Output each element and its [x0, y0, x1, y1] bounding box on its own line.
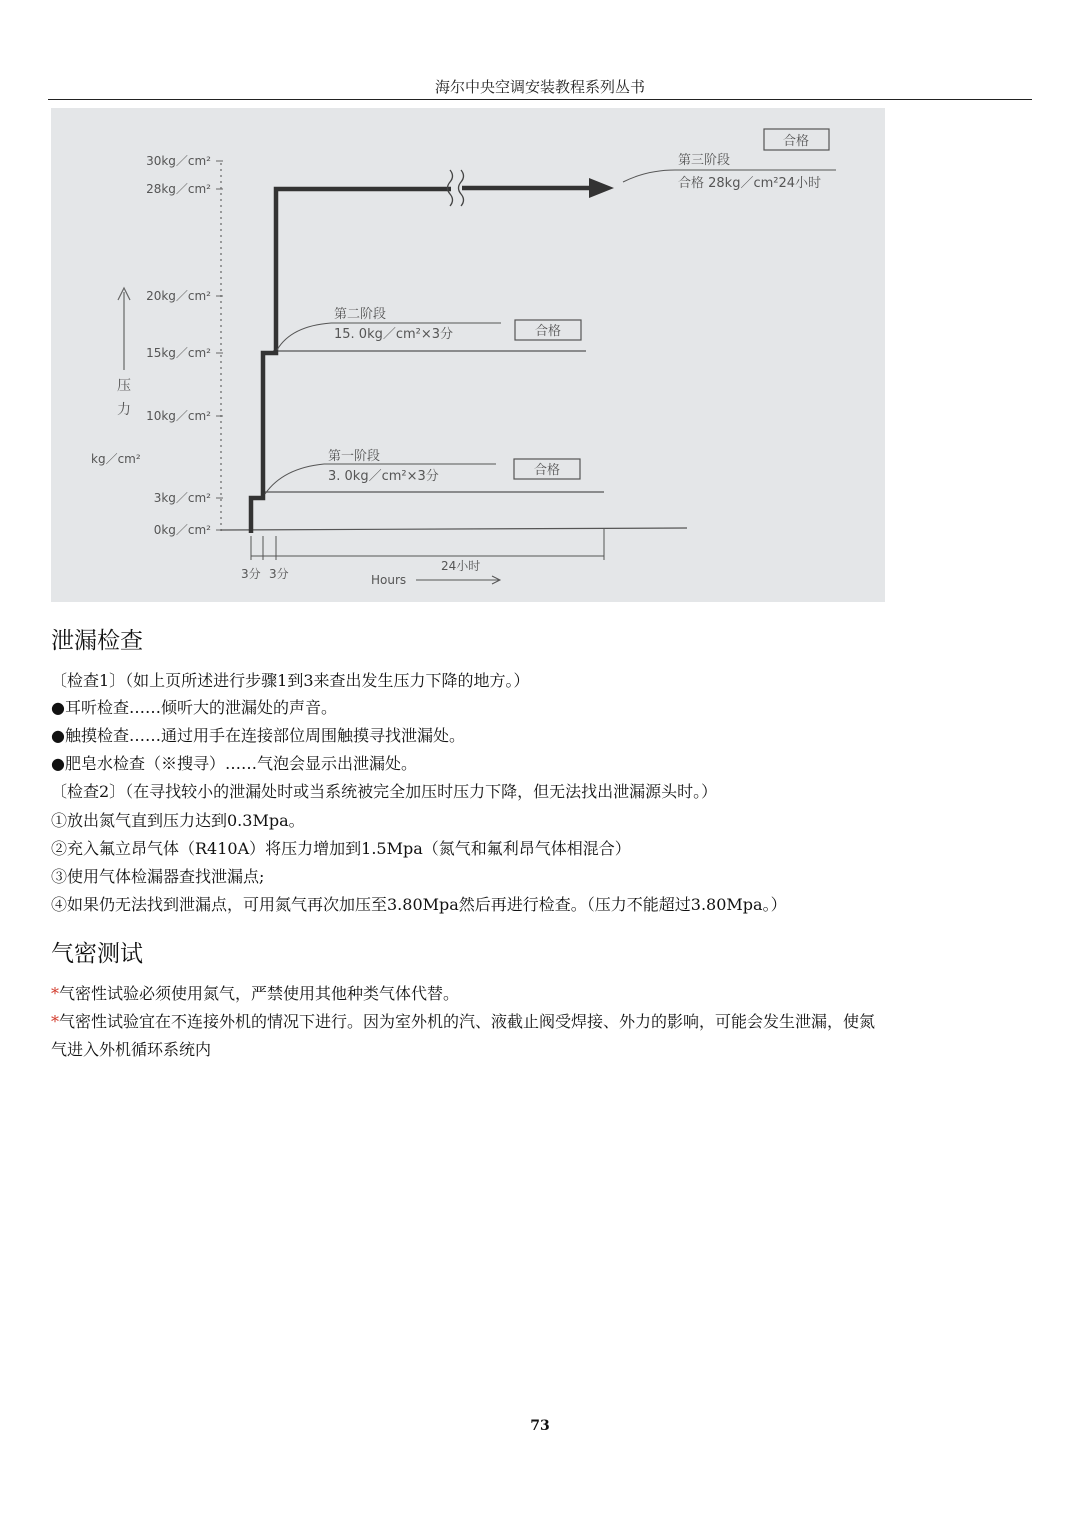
stage3-leader: [623, 170, 675, 182]
time-label-24h: 24小时: [441, 559, 481, 573]
leak-check-line-1: 〔检查1〕（如上页所述进行步骤1到3来查出发生压力下降的地方。）: [51, 671, 530, 690]
stage3-criteria: 合格 28kg／cm²24小时: [678, 176, 822, 191]
page-number: 73: [530, 1418, 550, 1434]
stage2-leader: [277, 323, 331, 350]
stage2-name: 第二阶段: [334, 307, 387, 322]
pressure-test-chart: [51, 108, 885, 602]
leak-check-line-2: ●耳听检查……倾听大的泄漏处的声音。: [51, 698, 337, 717]
time-label-hours: Hours: [371, 573, 407, 587]
airtight-item-2-continued: 气进入外机循环系统内: [51, 1040, 212, 1059]
y-unit-label: kg／cm²: [91, 452, 141, 466]
leak-check-line-5: 〔检查2〕（在寻找较小的泄漏处时或当系统被完全加压时压力下降，但无法找出泄漏源头时。）: [51, 782, 718, 801]
airtight-item-2: [51, 1008, 1036, 1035]
y-axis-title-char-2: 力: [117, 402, 131, 418]
baseline: [221, 528, 687, 530]
stage3-name: 第三阶段: [678, 153, 731, 168]
stage1-name: 第一阶段: [328, 449, 381, 464]
y-label-3: 3kg／cm²: [153, 491, 211, 505]
y-label-15: 15kg／cm²: [146, 346, 211, 360]
leak-check-line-6: ①放出氮气直到压力达到0.3Mpa。: [51, 811, 305, 830]
leak-check-line-3: ●触摸检查……通过用手在连接部位周围触摸寻找泄漏处。: [51, 726, 465, 745]
red-asterisk-icon: *: [51, 1012, 59, 1031]
time-label-3min-2: 3分: [269, 567, 289, 581]
airtight-test-heading: 气密测试: [51, 941, 143, 967]
leak-check-line-8: ③使用气体检漏器查找泄漏点;: [51, 867, 265, 886]
airtight-item-2-text: 气密性试验宜在不连接外机的情况下进行。因为室外机的汽、液截止阀受焊接、外力的影响，可能会发生泄漏，使氮: [59, 1012, 876, 1031]
running-header: 海尔中央空调安装教程系列丛书: [434, 78, 645, 96]
y-label-0: 0kg／cm²: [153, 523, 211, 537]
time-label-3min-1: 3分: [241, 567, 261, 581]
leak-check-line-9: ④如果仍无法找到泄漏点，可用氮气再次加压至3.80Mpa然后再进行检查。（压力不能超过3.80Mpa。）: [51, 895, 787, 914]
y-label-10: 10kg／cm²: [146, 409, 211, 423]
red-asterisk-icon: *: [51, 984, 59, 1003]
pressure-test-figure: [51, 108, 885, 602]
stage3-pass-badge-label: 合格: [782, 134, 810, 149]
y-label-30: 30kg／cm²: [146, 154, 211, 168]
stage1-criteria: 3. 0kg／cm²×3分: [328, 469, 439, 484]
airtight-item-1: [51, 980, 1036, 1007]
stage2-pass-badge-label: 合格: [534, 324, 562, 339]
leak-check-line-4: ●肥皂水检查（※搜寻）……气泡会显示出泄漏处。: [51, 754, 417, 773]
y-label-20: 20kg／cm²: [146, 289, 211, 303]
leak-check-line-7: ②充入氟立昂气体（R410A）将压力增加到1.5Mpa（氮气和氟利昂气体相混合）: [51, 839, 631, 858]
pressure-path-arrowhead: [589, 178, 614, 198]
stage2-criteria: 15. 0kg／cm²×3分: [334, 327, 454, 342]
y-axis-title-char-1: 压: [117, 378, 131, 394]
leak-check-heading: 泄漏检查: [51, 628, 143, 654]
stage1-pass-badge-label: 合格: [533, 463, 561, 478]
y-label-28: 28kg／cm²: [146, 182, 211, 196]
header-rule: [48, 99, 1032, 100]
stage1-leader: [265, 464, 324, 494]
airtight-item-1-text: 气密性试验必须使用氮气，严禁使用其他种类气体代替。: [59, 984, 460, 1003]
